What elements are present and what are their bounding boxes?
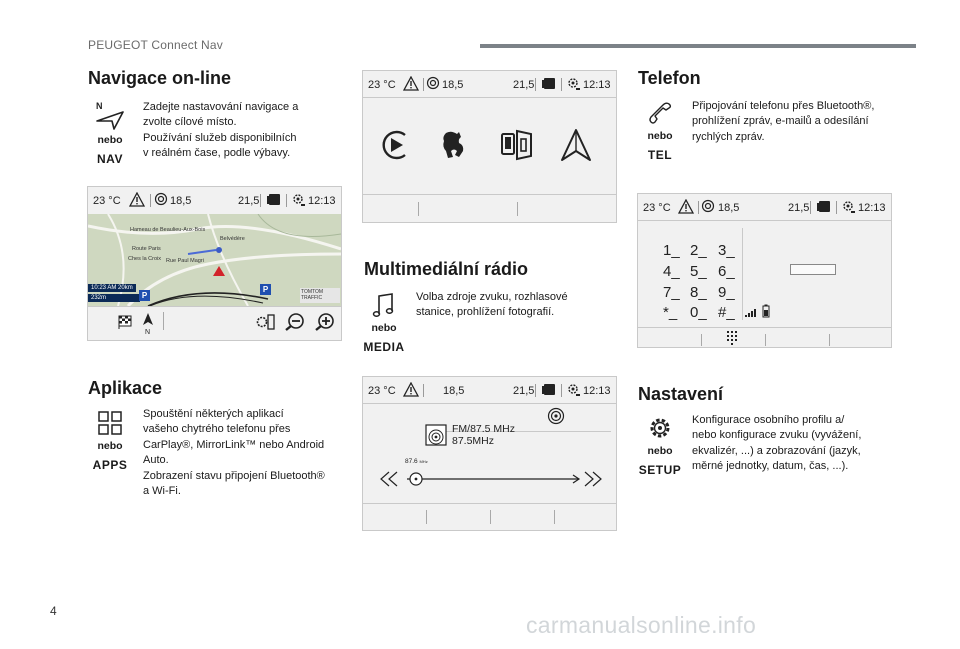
tuner-frequency-unit: MHz — [419, 459, 428, 464]
status-temp-right: 21,5 — [788, 202, 810, 214]
seek-forward-icon — [585, 472, 601, 486]
status-time: 12:13 — [583, 385, 611, 397]
nav-description-line: Zadejte nastavování navigace a — [143, 101, 299, 113]
apps-description-line: Zobrazení stavu připojení Bluetooth® — [143, 469, 325, 482]
keypad-key[interactable]: 2_ — [690, 242, 707, 259]
traffic-brand: TRAFFIC — [301, 295, 323, 301]
phone-status-icon — [816, 199, 832, 214]
toolbar-separator — [554, 510, 555, 524]
settings-description-line: nebo konfigurace zvuku (vyvážení, — [692, 429, 862, 442]
media-button-icon-group — [358, 292, 410, 354]
compass-icon[interactable] — [141, 311, 155, 335]
phone-description-line: prohlížení zpráv, e-mailů a odesílání — [692, 115, 869, 128]
station-frequency: 87.5MHz — [452, 435, 495, 447]
status-divider — [363, 403, 616, 404]
status-bar — [363, 377, 616, 403]
media-description-line: Volba zdroje zvuku, rozhlasové — [416, 291, 568, 303]
status-separator — [150, 194, 151, 207]
nav-title: Navigace on-line — [88, 68, 232, 88]
status-temp-left: 18,5 — [442, 79, 464, 91]
compass-label: N — [145, 329, 151, 335]
music-note-icon — [372, 292, 396, 318]
toolbar-separator — [163, 312, 164, 330]
parking-icon: P — [139, 290, 150, 301]
station-logo-icon[interactable] — [425, 424, 447, 446]
station-band: FM/87.5 MHz — [452, 423, 516, 435]
status-temperature: 23 °C — [93, 195, 121, 207]
apps-description-line: CarPlay®, MirrorLink™ nebo Android — [143, 438, 325, 451]
parking-icon: P — [260, 284, 271, 295]
tuner-slider[interactable] — [379, 467, 603, 491]
keypad-key[interactable]: 0_ — [690, 304, 707, 321]
status-temperature: 23 °C — [368, 79, 396, 91]
traffic-badge — [300, 288, 340, 303]
settings-or-label: nebo — [647, 445, 673, 457]
settings-description — [692, 413, 861, 475]
toolbar-separator — [765, 334, 766, 346]
settings-status-icon — [290, 192, 306, 207]
traffic-brand: TOMTOM — [301, 289, 324, 295]
settings-key-label: SETUP — [638, 463, 682, 477]
apps-grid-icon — [97, 410, 123, 436]
status-separator — [260, 194, 261, 207]
phone-button-icon-group — [634, 100, 686, 162]
settings-title: Nastavení — [638, 384, 724, 404]
status-separator — [561, 384, 562, 397]
apps-button-icon-group — [84, 410, 136, 472]
media-key-label: MEDIA — [363, 340, 405, 354]
warning-icon — [403, 382, 419, 397]
nav-description-line: v reálném čase, podle výbavy. — [143, 147, 291, 160]
apps-description-line: vašeho chytrého telefonu přes — [143, 423, 291, 436]
phone-description — [692, 99, 874, 145]
status-bar — [363, 71, 616, 97]
phone-handset-icon — [647, 100, 673, 126]
status-separator — [423, 384, 424, 397]
toolbar-separator — [517, 202, 518, 216]
gear-icon — [647, 415, 673, 441]
apps-description-line: Auto. — [143, 454, 169, 467]
zoom-in-icon[interactable] — [314, 313, 336, 331]
manual-section-header: PEUGEOT Connect Nav — [88, 38, 223, 52]
keypad-divider — [742, 228, 743, 320]
apps-or-label: nebo — [97, 440, 123, 452]
toolbar-separator — [490, 510, 491, 524]
status-time: 12:13 — [583, 79, 611, 91]
nav-button-icon-group — [84, 100, 136, 166]
finish-flag-icon[interactable] — [118, 315, 132, 329]
settings-description-line: ekvalizér, ...) a zobrazování (jazyk, — [692, 444, 861, 457]
status-separator — [535, 384, 536, 397]
apps-screen — [362, 70, 617, 223]
toolbar-separator — [701, 334, 702, 346]
media-description — [416, 290, 568, 321]
status-temp-right: 21,5 — [513, 79, 535, 91]
keypad-key[interactable]: *_ — [663, 304, 678, 321]
settings-description-line: Konfigurace osobního profilu a/ — [692, 414, 845, 426]
keypad-key[interactable]: 6_ — [718, 263, 735, 280]
keypad-key[interactable]: 9_ — [718, 284, 735, 301]
status-time: 12:13 — [858, 202, 886, 214]
status-temperature: 23 °C — [643, 202, 671, 214]
toolbar-separator — [418, 202, 419, 216]
settings-status-icon — [840, 199, 856, 214]
toolbar-separator — [426, 510, 427, 524]
status-temp-right: 21,5 — [513, 385, 535, 397]
tuner-frequency — [405, 458, 428, 465]
phone-status-icon — [541, 76, 557, 91]
warning-icon — [403, 76, 419, 91]
apps-title: Aplikace — [88, 378, 163, 398]
zoom-out-icon[interactable] — [284, 313, 306, 331]
battery-icon — [762, 304, 770, 318]
keypad-key[interactable]: 7_ — [663, 284, 680, 301]
warning-icon — [678, 199, 694, 214]
apps-description — [143, 407, 325, 499]
peugeot-lion-icon[interactable] — [437, 129, 469, 161]
status-divider — [363, 97, 616, 98]
status-time: 12:13 — [308, 195, 336, 207]
nav-description-line: zvolte cílové místo. — [143, 116, 237, 129]
toolbar-divider — [363, 194, 616, 195]
status-temp-left: 18,5 — [443, 385, 465, 397]
apps-description-line: a Wi-Fi. — [143, 485, 181, 498]
apps-key-label: APPS — [92, 458, 128, 472]
status-separator — [698, 201, 699, 214]
mirrorlink-icon[interactable] — [499, 127, 535, 163]
page-number: 4 — [50, 604, 57, 618]
seek-back-icon — [381, 472, 397, 486]
climate-icon — [154, 192, 168, 206]
phone-or-label: nebo — [647, 130, 673, 142]
tuner-frequency-value: 87.6 — [405, 458, 418, 465]
climate-icon — [701, 199, 715, 213]
status-separator — [561, 78, 562, 91]
phone-description-line: rychlých zpráv. — [692, 130, 765, 143]
header-rule — [480, 44, 916, 48]
navigation-arrow-icon — [93, 100, 127, 130]
keypad-key[interactable]: 5_ — [690, 263, 707, 280]
svg-text:N: N — [96, 101, 103, 111]
number-display-field[interactable] — [790, 264, 836, 275]
phone-status-icon — [541, 382, 557, 397]
toolbar-divider — [88, 306, 341, 307]
nav-or-label: nebo — [97, 134, 123, 146]
station-name — [452, 423, 515, 447]
toolbar-divider — [363, 503, 616, 504]
settings-status-icon — [565, 382, 581, 397]
navigation-map[interactable] — [88, 214, 341, 306]
signal-strength-icon — [744, 306, 758, 318]
warning-icon — [129, 192, 145, 207]
status-temp-right: 21,5 — [238, 195, 260, 207]
keypad-key[interactable]: 8_ — [690, 284, 707, 301]
watermark: carmanualsonline.info — [526, 612, 757, 638]
phone-key-label: TEL — [647, 148, 673, 162]
media-title: Multimediální rádio — [364, 259, 529, 279]
climate-icon — [426, 76, 440, 90]
phone-screen — [637, 193, 892, 348]
settings-description-line: měrné jednotky, datum, čas, ...). — [692, 460, 849, 473]
keypad-key[interactable]: 4_ — [663, 263, 680, 280]
nav-description — [143, 100, 298, 162]
keypad-key[interactable]: 3_ — [718, 242, 735, 259]
media-or-label: nebo — [371, 322, 397, 334]
media-description-line: stanice, prohlížení fotografií. — [416, 306, 555, 319]
keypad-key[interactable]: #_ — [718, 304, 735, 321]
map-label: Rue Paul Magri — [166, 258, 204, 264]
apps-description-line: Spouštění některých aplikací — [143, 408, 284, 420]
status-separator — [836, 201, 837, 214]
status-separator — [286, 194, 287, 207]
map-label: Route Paris — [132, 246, 161, 252]
status-temp-left: 18,5 — [718, 202, 740, 214]
map-label: Belvédère — [220, 236, 245, 242]
status-bar — [638, 194, 891, 220]
status-separator — [535, 78, 536, 91]
phone-title: Telefon — [638, 68, 701, 88]
status-separator — [810, 201, 811, 214]
nav-screen — [87, 186, 342, 341]
route-settings-icon[interactable] — [256, 313, 276, 331]
carplay-icon[interactable] — [379, 129, 409, 161]
android-auto-icon[interactable] — [559, 127, 593, 163]
nav-key-label: NAV — [97, 152, 123, 166]
phone-description-line: Připojování telefonu přes Bluetooth®, — [692, 100, 875, 112]
radio-signal-icon[interactable] — [547, 407, 565, 425]
settings-button-icon-group — [634, 415, 686, 477]
status-temp-left: 18,5 — [170, 195, 192, 207]
status-separator — [423, 78, 424, 91]
toolbar-separator — [829, 334, 830, 346]
map-label: Ches la Croix — [128, 256, 162, 262]
status-temperature: 23 °C — [368, 385, 396, 397]
dialpad-icon[interactable] — [727, 331, 737, 345]
map-distance: 232m — [88, 294, 140, 302]
map-label: Hameau de Beaulieu-Aux-Bois — [130, 227, 206, 233]
map-clock: 10:23 AM 20km — [88, 284, 136, 292]
status-divider — [638, 220, 891, 221]
media-screen — [362, 376, 617, 531]
toolbar-divider — [638, 327, 891, 328]
keypad-key[interactable]: 1_ — [663, 242, 680, 259]
status-bar — [88, 187, 341, 213]
settings-status-icon — [565, 76, 581, 91]
nav-description-line: Používání služeb disponibilních — [143, 131, 297, 144]
phone-status-icon — [266, 192, 282, 207]
